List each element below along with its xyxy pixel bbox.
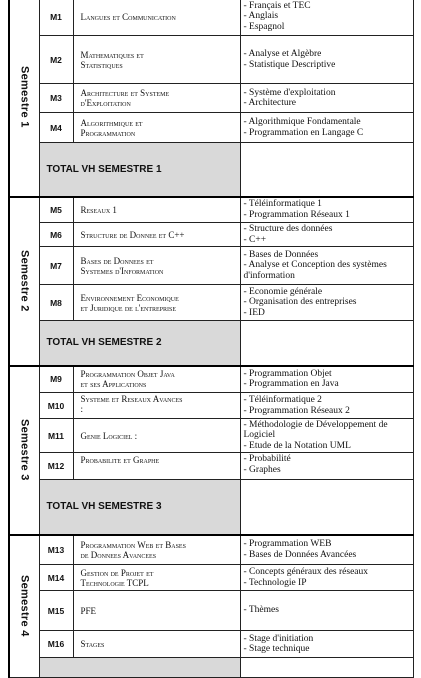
semester-2-cell	[9, 197, 39, 366]
module-content: - Bases de Données - Analyse et Conception des systèmes d'information	[240, 247, 414, 285]
module-code: M4	[39, 113, 73, 143]
module-row	[9, 453, 414, 480]
module-title: Algorithmique et Programmation	[73, 113, 240, 143]
module-row	[9, 565, 414, 591]
module-code: M9	[39, 366, 73, 393]
module-row	[9, 0, 414, 36]
module-content: - Stage d'initiation - Stage technique	[240, 631, 414, 658]
module-row	[9, 366, 414, 393]
module-row	[9, 84, 414, 113]
module-code: M15	[39, 591, 73, 631]
module-code: M16	[39, 631, 73, 658]
module-code: M8	[39, 285, 73, 321]
total-label	[39, 658, 240, 678]
module-row	[9, 285, 414, 321]
semester-label: Semestre 3	[18, 419, 31, 481]
module-content: - Probabilité - Graphes	[240, 453, 414, 480]
module-title: Bases de Donnees et Systemes d'Information	[73, 247, 240, 285]
module-content: - Programmation WEB - Bases de Données Avancées	[240, 535, 414, 565]
module-title: Environnement Economique et Juridique de l'entreprise	[73, 285, 240, 321]
module-title: Probabilite et Graphe	[73, 453, 240, 480]
module-code: M7	[39, 247, 73, 285]
module-content: - Téléinformatique 1 - Programmation Réseaux 1	[240, 197, 414, 223]
module-title: Programmation Objet Java et ses Applications	[73, 366, 240, 393]
module-title: Langues et Communication	[73, 0, 240, 36]
semester-label: Semestre 4	[18, 575, 31, 638]
module-title: Gestion de Projet et Technologie TCPL	[73, 565, 240, 591]
module-code: M12	[39, 453, 73, 480]
module-title: Genie Logiciel :	[73, 419, 240, 453]
module-content: - Structure des données - C++	[240, 223, 414, 247]
module-content: - Téléinformatique 2 - Programmation Réseaux 2	[240, 393, 414, 419]
semester-4-cell	[9, 535, 39, 678]
module-content: - Algorithmique Fondamentale - Programmation en Langage C	[240, 113, 414, 143]
semester-3-cell	[9, 366, 39, 535]
module-code: M13	[39, 535, 73, 565]
module-title: PFE	[73, 591, 240, 631]
total-row	[9, 321, 414, 366]
semester-1-cell	[9, 0, 39, 197]
module-title: Mathematiques et Statistiques	[73, 36, 240, 84]
module-content: - Programmation Objet - Programmation en Java	[240, 366, 414, 393]
module-title: Architecture et Systeme d'Exploitation	[73, 84, 240, 113]
module-code: M3	[39, 84, 73, 113]
total-row	[9, 143, 414, 197]
module-content: - Concepts généraux des réseaux - Technologie IP	[240, 565, 414, 591]
module-row	[9, 247, 414, 285]
module-row	[9, 591, 414, 631]
module-title: Reseaux 1	[73, 197, 240, 223]
module-code: M6	[39, 223, 73, 247]
semester-label: Semestre 1	[18, 65, 31, 128]
module-row	[9, 393, 414, 419]
module-content: - Economie générale - Organisation des entreprises - IED	[240, 285, 414, 321]
module-row	[9, 223, 414, 247]
semester-label: Semestre 2	[18, 250, 31, 312]
module-code: M10	[39, 393, 73, 419]
module-code: M14	[39, 565, 73, 591]
total-row	[9, 480, 414, 535]
module-row	[9, 36, 414, 84]
module-row	[9, 631, 414, 658]
module-code: M1	[39, 0, 73, 36]
total-label: TOTAL VH SEMESTRE 3	[39, 480, 240, 535]
total-value	[240, 143, 414, 197]
module-row	[9, 197, 414, 223]
total-value	[240, 658, 414, 678]
module-title: Programmation Web et Bases de Donnees Avancees	[73, 535, 240, 565]
module-content: - Méthodologie de Développement de Logiciel - Etude de la Notation UML	[240, 419, 414, 453]
module-title: Stages	[73, 631, 240, 658]
module-row	[9, 113, 414, 143]
module-code: M5	[39, 197, 73, 223]
total-value	[240, 321, 414, 366]
module-code: M11	[39, 419, 73, 453]
module-row	[9, 535, 414, 565]
curriculum-table	[8, 0, 414, 678]
total-label: TOTAL VH SEMESTRE 2	[39, 321, 240, 366]
module-content: - Français et TEC - Anglais - Espagnol	[240, 0, 414, 36]
module-title: Structure de Donnee et C++	[73, 223, 240, 247]
module-content: - Système d'exploitation - Architecture	[240, 84, 414, 113]
module-row	[9, 419, 414, 453]
module-content: - Thèmes	[240, 591, 414, 631]
module-title: Systeme et Reseaux Avances :	[73, 393, 240, 419]
total-value	[240, 480, 414, 535]
module-content: - Analyse et Algèbre - Statistique Descriptive	[240, 36, 414, 84]
total-label: TOTAL VH SEMESTRE 1	[39, 143, 240, 197]
total-row	[9, 658, 414, 678]
module-code: M2	[39, 36, 73, 84]
